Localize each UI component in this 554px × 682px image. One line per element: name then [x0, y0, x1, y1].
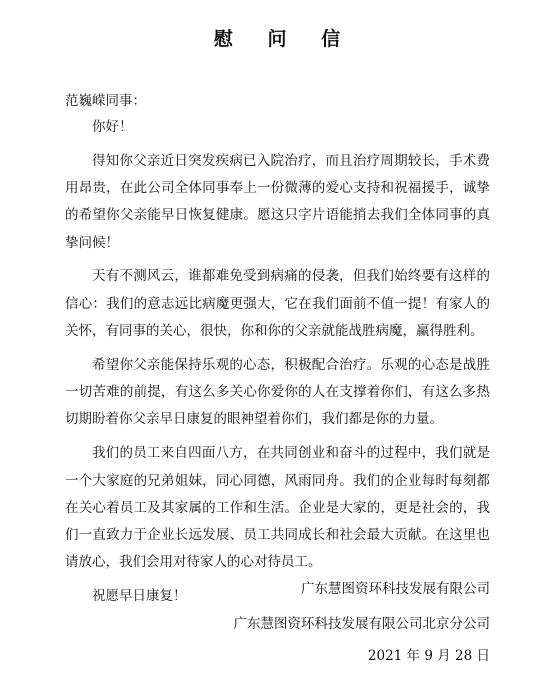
signature-company: 广东慧图资环科技发展有限公司: [301, 581, 490, 597]
closing-wish: 祝愿早日康复！: [92, 588, 187, 605]
greeting: 你好！: [92, 119, 133, 135]
letter-title: 慰 问 信: [213, 28, 355, 50]
letter-body: [65, 114, 490, 617]
salutation: 范巍嵘同事：: [65, 93, 146, 109]
signature-branch: 广东慧图资环科技发展有限公司北京分公司: [233, 616, 490, 632]
paragraph-2: 天有不测风云，谁都难免受到病痛的侵袭，但我们始终要有这样的信心：我们的意志远比病魔更强大，它在我们面前不值一提！有家人的关怀，有同事的关心，很快，你和你的父亲就能战胜病魔，赢得胜利。: [65, 268, 490, 340]
letter-date: 2021 年 9 月 28 日: [367, 648, 490, 664]
paragraph-4: 我们的员工来自四面八方，在共同创业和奋斗的过程中，我们就是一个大家庭的兄弟姐妹，同心同德，风雨同舟。我们的企业每时每刻都在关心着员工及其家属的工作和生活。企业是大家的，更是社会的，我们一直致力于企业长远发展、员工共同成长和社会最大贡献。在这里也请放心，我们会用对待家人的心对待员工。: [65, 445, 490, 571]
paragraph-3: 希望你父亲能保持乐观的心态，积极配合治疗。乐观的心态是战胜一切苦难的前提，有这么多关心你爱你的人在支撑着你们，有这么多热切期盼着你父亲早日康复的眼神望着你们，我们都是你的力量。: [65, 356, 490, 428]
paragraph-1: 得知你父亲近日突发疾病已入院治疗，而且治疗周期较长，手术费用昂贵，在此公司全体同事奉上一份微薄的爱心支持和祝福援手，诚挚的希望你父亲能早日恢复健康。愿这只字片语能捎去我们全体同事的真挚问候！: [65, 152, 490, 251]
